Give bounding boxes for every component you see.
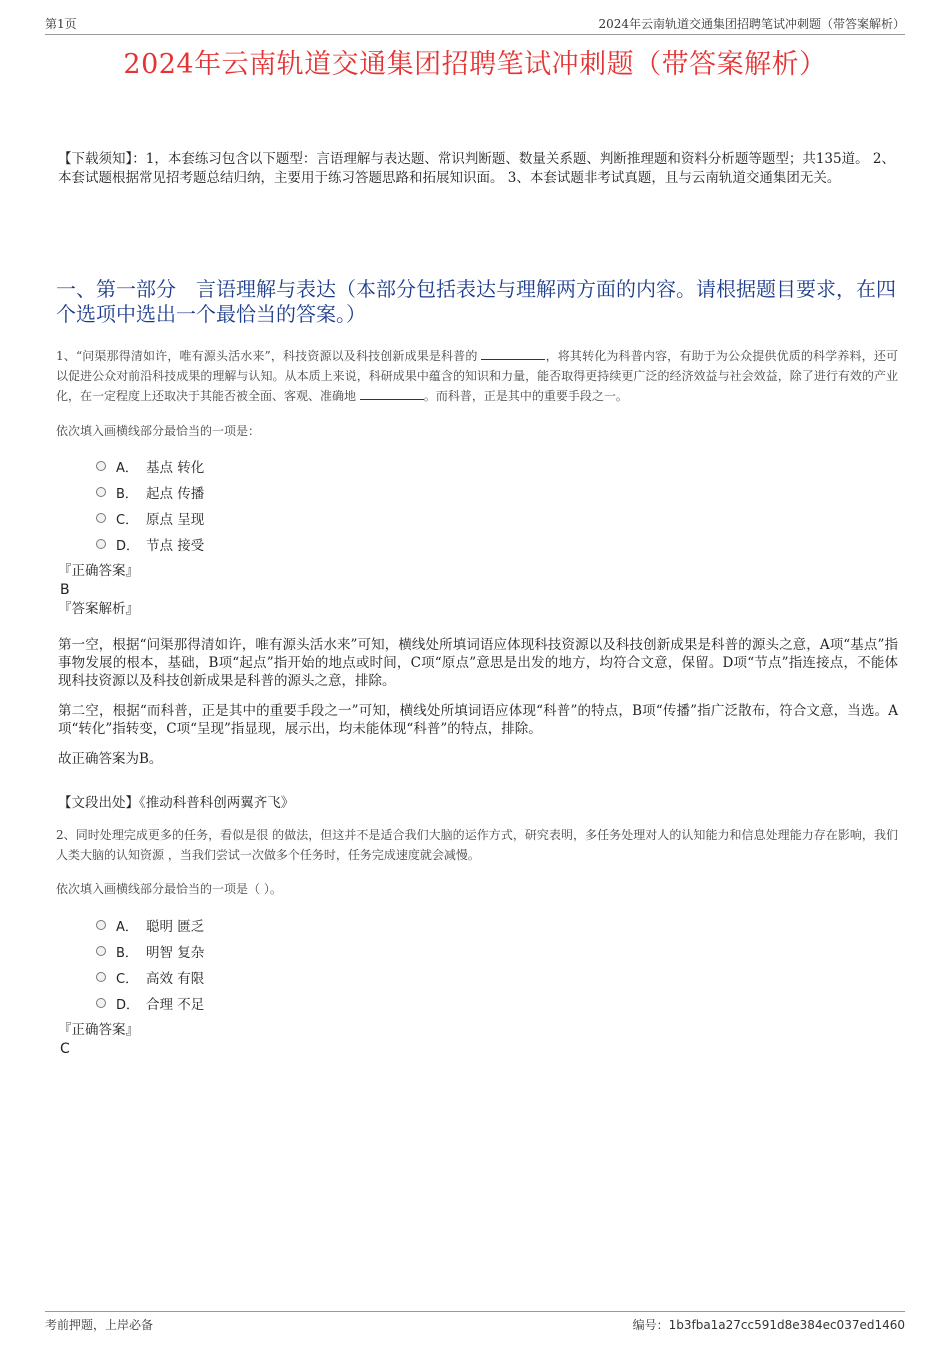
answer-label: 『正确答案』	[58, 563, 139, 579]
radio-icon[interactable]	[96, 539, 106, 549]
question-1-source: 【文段出处】《推动科普科创两翼齐飞》	[58, 795, 295, 811]
answer-value: B	[60, 582, 70, 598]
page-number: 第1页	[45, 17, 77, 31]
option-a[interactable]: A． 基点 转化	[96, 453, 204, 479]
document-title: 2024年云南轨道交通集团招聘笔试冲刺题（带答案解析）	[123, 49, 827, 80]
question-1-prompt-wrap	[56, 421, 898, 441]
option-b[interactable]: B． 起点 传播	[96, 479, 204, 505]
question-2	[56, 825, 898, 865]
download-notice: 【下载须知】：1，本套练习包含以下题型：言语理解与表达题、常识判断题、数量关系题、判断推理题和资料分析题等题型；共135道。 2、本套试题根据常见招考题总结归纳，主要用于练习答题思路和拓展知识面。 3、本套试题非考试真题，且与云南轨道交通集团无关。	[58, 151, 895, 186]
page-header	[45, 14, 905, 35]
analysis-paragraph: 故正确答案为B。	[58, 751, 163, 767]
radio-icon[interactable]	[96, 920, 106, 930]
answer-label: 『正确答案』	[58, 1022, 139, 1038]
radio-icon[interactable]	[96, 998, 106, 1008]
question-2-text: 2、同时处理完成更多的任务，看似是很 的做法，但这并不是适合我们大脑的运作方式，研究表明，多任务处理对人的认知能力和信息处理能力存在影响，我们人类大脑的认知资源 ，当我们尝试一次做多个任务时，任务完成速度就会减慢。	[56, 828, 898, 862]
footer-code: 编号：1b3fba1a27cc591d8e384ec037ed1460	[632, 1318, 905, 1332]
radio-icon[interactable]	[96, 946, 106, 956]
radio-icon[interactable]	[96, 972, 106, 982]
question-1	[56, 346, 898, 406]
answer-value: C	[60, 1041, 70, 1057]
question-2-prompt-wrap	[56, 879, 898, 899]
footer-slogan: 考前押题，上岸必备	[45, 1318, 154, 1332]
option-c[interactable]: C． 高效 有限	[96, 964, 204, 990]
radio-icon[interactable]	[96, 461, 106, 471]
page-footer	[45, 1311, 905, 1333]
blank-line	[481, 347, 545, 360]
option-c[interactable]: C． 原点 呈现	[96, 505, 204, 531]
option-d[interactable]: D． 合理 不足	[96, 990, 204, 1016]
header-doc-title: 2024年云南轨道交通集团招聘笔试冲刺题（带答案解析）	[598, 17, 905, 31]
question-2-answer	[58, 1021, 139, 1059]
section-heading: 一、第一部分 言语理解与表达（本部分包括表达与理解两方面的内容。请根据题目要求，在四个选项中选出一个最恰当的答案。）	[56, 277, 896, 326]
question-1-answer	[58, 562, 139, 619]
question-1-options	[96, 453, 204, 557]
radio-icon[interactable]	[96, 487, 106, 497]
analysis-label: 『答案解析』	[58, 601, 139, 617]
option-a[interactable]: A． 聪明 匮乏	[96, 912, 204, 938]
question-2-prompt: 依次填入画横线部分最恰当的一项是（ ）。	[56, 882, 282, 896]
question-1-analysis	[58, 636, 898, 780]
blank-line	[360, 387, 424, 400]
question-1-text: 1、“问渠那得清如许，唯有源头活水来”，科技资源以及科技创新成果是科普的 ，将其转化为科普内容，有助于为公众提供优质的科学养料，还可以促进公众对前沿科技成果的理解与认知。从本质上来说，科研成果中蕴含的知识和力量，能否取得更持续更广泛的经济效益与社会效益，除了进行有效的产业化，在一定程度上还取决于其能否被全面、客观、准确地 。而科普，正是其中的重要手段之一。	[56, 349, 898, 403]
question-2-options	[96, 912, 204, 1016]
option-d[interactable]: D． 节点 接受	[96, 531, 204, 557]
analysis-paragraph: 第二空，根据“而科普，正是其中的重要手段之一”可知，横线处所填词语应体现“科普”的特点，B项“传播”指广泛散布，符合文意，当选。A项“转化”指转变，C项“呈现”指显现，展示出，均未能体现“科普”的特点，排除。	[58, 703, 898, 737]
question-1-prompt: 依次填入画横线部分最恰当的一项是：	[56, 424, 261, 438]
option-b[interactable]: B． 明智 复杂	[96, 938, 204, 964]
analysis-paragraph: 第一空，根据“问渠那得清如许，唯有源头活水来”可知，横线处所填词语应体现科技资源以及科技创新成果是科普的源头之意，A项“基点”指事物发展的根本，基础，B项“起点”指开始的地点或时间，C项“原点”意思是出发的地方，均符合文意，保留。D项“节点”指连接点，不能体现科技资源以及科技创新成果是科普的源头之意，排除。	[58, 637, 898, 689]
radio-icon[interactable]	[96, 513, 106, 523]
